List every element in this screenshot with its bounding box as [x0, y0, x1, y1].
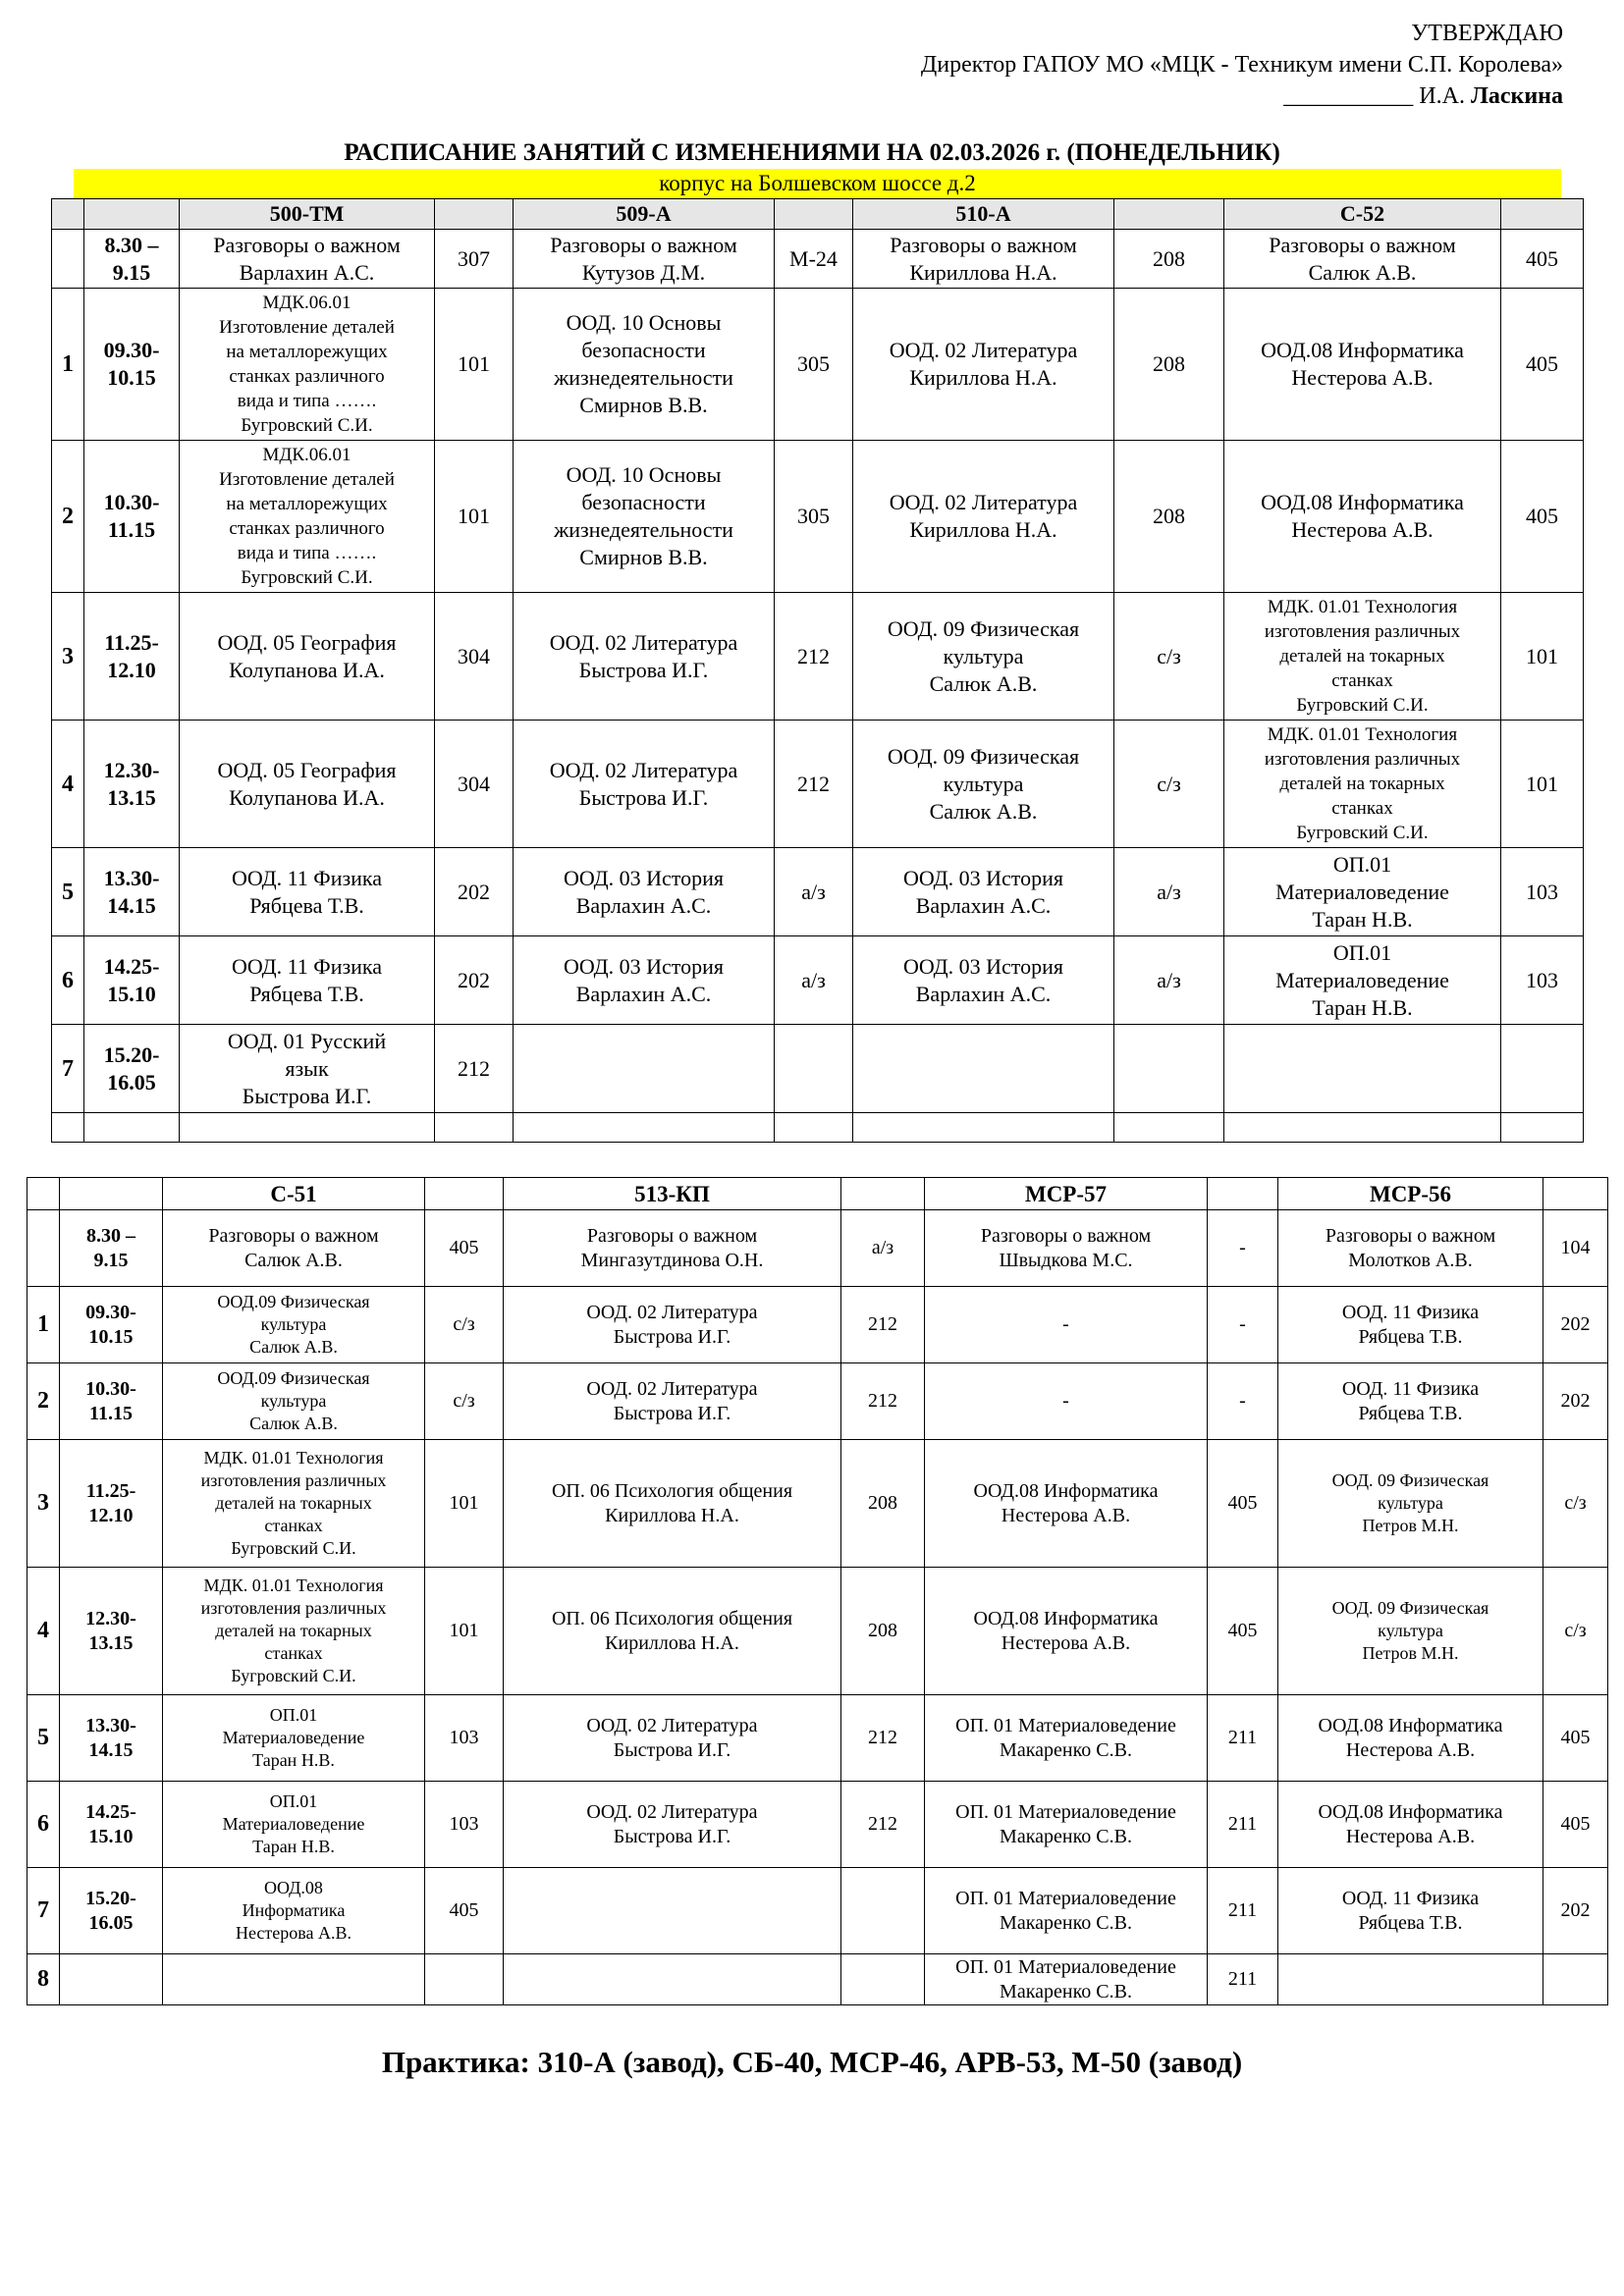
lesson-row [52, 230, 1584, 289]
subject-cell [1224, 1113, 1501, 1143]
subject-cell [504, 1954, 841, 2005]
lesson-number [52, 1113, 84, 1143]
subject-cell: ООД.08 Информатика Нестерова А.В. [925, 1440, 1208, 1568]
lesson-time: 11.25- 12.10 [60, 1440, 163, 1568]
room-cell: 405 [425, 1868, 504, 1954]
subject-cell: ООД. 05 География Колупанова И.А. [180, 593, 435, 721]
subject-cell: ООД.08 Информатика Нестерова А.В. [1224, 441, 1501, 593]
room-cell [775, 1113, 853, 1143]
lesson-time [60, 1954, 163, 2005]
building-banner: корпус на Болшевском шоссе д.2 [74, 169, 1561, 198]
room-cell: 208 [1114, 441, 1224, 593]
room-cell: а/з [841, 1210, 925, 1287]
header-empty-cell [27, 1178, 60, 1210]
subject-cell: ОП.01 Материаловедение Таран Н.В. [1224, 848, 1501, 936]
subject-cell: ОП. 01 Материаловедение Макаренко С.В. [925, 1954, 1208, 2005]
group-name: МСР-57 [925, 1178, 1208, 1210]
lesson-row [27, 1868, 1608, 1954]
room-cell: с/з [1114, 721, 1224, 848]
subject-cell: ООД. 02 Литература Быстрова И.Г. [514, 721, 775, 848]
subject-cell: ООД. 11 Физика Рябцева Т.В. [180, 936, 435, 1025]
room-cell: 208 [1114, 230, 1224, 289]
subject-cell: ООД. 02 Литература Кириллова Н.А. [853, 289, 1114, 441]
lesson-time: 13.30- 14.15 [60, 1695, 163, 1782]
lesson-time: 14.25- 15.10 [60, 1782, 163, 1868]
room-cell: 305 [775, 441, 853, 593]
room-cell: 104 [1543, 1210, 1608, 1287]
room-cell: 211 [1208, 1954, 1278, 2005]
subject-cell: ОП.01 Материаловедение Таран Н.В. [163, 1782, 425, 1868]
lesson-row [27, 1210, 1608, 1287]
lesson-number: 6 [52, 936, 84, 1025]
room-header-cell [435, 199, 514, 230]
lesson-number: 5 [52, 848, 84, 936]
subject-cell: МДК. 01.01 Технология изготовления различных деталей на токарных станках Бугровский С.И. [1224, 721, 1501, 848]
subject-cell: Разговоры о важном Салюк А.В. [1224, 230, 1501, 289]
group-header-row [27, 1178, 1608, 1210]
room-header-cell [1114, 199, 1224, 230]
subject-cell: ООД.08 Информатика Нестерова А.В. [163, 1868, 425, 1954]
room-cell: 212 [841, 1782, 925, 1868]
lesson-time: 14.25- 15.10 [84, 936, 180, 1025]
lesson-time: 09.30- 10.15 [60, 1287, 163, 1363]
room-cell [435, 1113, 514, 1143]
lesson-time: 10.30- 11.15 [60, 1363, 163, 1440]
room-header-cell [1501, 199, 1584, 230]
room-cell: 202 [1543, 1868, 1608, 1954]
room-cell [775, 1025, 853, 1113]
subject-cell: ООД.08 Информатика Нестерова А.В. [1278, 1782, 1543, 1868]
subject-cell [1278, 1954, 1543, 2005]
lesson-number [52, 230, 84, 289]
subject-cell: Разговоры о важном Варлахин А.С. [180, 230, 435, 289]
room-cell: а/з [775, 936, 853, 1025]
room-cell: 101 [425, 1440, 504, 1568]
lesson-number: 7 [52, 1025, 84, 1113]
subject-cell: ООД. 11 Физика Рябцева Т.В. [1278, 1363, 1543, 1440]
subject-cell: ООД. 11 Физика Рябцева Т.В. [1278, 1868, 1543, 1954]
subject-cell: Разговоры о важном Швыдкова М.С. [925, 1210, 1208, 1287]
room-cell: 103 [1501, 936, 1584, 1025]
subject-cell: МДК.06.01 Изготовление деталей на металлорежущих станках различного вида и типа ……. Бугровский С.И. [180, 441, 435, 593]
subject-cell: ООД. 03 История Варлахин А.С. [514, 936, 775, 1025]
lesson-time [84, 1113, 180, 1143]
subject-cell: ООД. 01 Русский язык Быстрова И.Г. [180, 1025, 435, 1113]
room-cell: 208 [1114, 289, 1224, 441]
room-cell [1501, 1113, 1584, 1143]
room-cell: с/з [1543, 1568, 1608, 1695]
subject-cell: Разговоры о важном Салюк А.В. [163, 1210, 425, 1287]
lesson-time: 12.30- 13.15 [84, 721, 180, 848]
room-header-cell [775, 199, 853, 230]
subject-cell: ОП. 01 Материаловедение Макаренко С.В. [925, 1695, 1208, 1782]
lesson-row [52, 848, 1584, 936]
subject-cell: ООД. 11 Физика Рябцева Т.В. [1278, 1287, 1543, 1363]
room-cell: с/з [425, 1363, 504, 1440]
lesson-row [52, 441, 1584, 593]
schedule-table-2 [27, 1177, 1608, 2005]
room-cell: 212 [841, 1287, 925, 1363]
room-header-cell [841, 1178, 925, 1210]
subject-cell: ООД. 02 Литература Быстрова И.Г. [514, 593, 775, 721]
lesson-number [27, 1210, 60, 1287]
subject-cell: ОП.01 Материаловедение Таран Н.В. [1224, 936, 1501, 1025]
room-cell: 405 [1501, 230, 1584, 289]
signature-row [921, 80, 1563, 112]
subject-cell: ООД. 05 География Колупанова И.А. [180, 721, 435, 848]
group-name: 513-КП [504, 1178, 841, 1210]
signature-initials: _ И.А. [1401, 83, 1465, 109]
room-cell: 211 [1208, 1695, 1278, 1782]
subject-cell: ООД. 02 Литература Быстрова И.Г. [504, 1287, 841, 1363]
room-cell: 101 [1501, 721, 1584, 848]
room-cell: с/з [1543, 1440, 1608, 1568]
lesson-row [52, 1025, 1584, 1113]
room-cell: 212 [435, 1025, 514, 1113]
room-cell: 103 [425, 1782, 504, 1868]
subject-cell [853, 1113, 1114, 1143]
room-cell: 211 [1208, 1868, 1278, 1954]
lesson-row [52, 936, 1584, 1025]
subject-cell: ООД.08 Информатика Нестерова А.В. [1278, 1695, 1543, 1782]
room-cell: 304 [435, 721, 514, 848]
subject-cell: Разговоры о важном Кириллова Н.А. [853, 230, 1114, 289]
room-cell: - [1208, 1287, 1278, 1363]
subject-cell: МДК. 01.01 Технология изготовления различных деталей на токарных станках Бугровский С.И. [163, 1568, 425, 1695]
room-cell [1543, 1954, 1608, 2005]
approve-label: УТВЕРЖДАЮ [1411, 21, 1563, 46]
subject-cell: МДК.06.01 Изготовление деталей на металлорежущих станках различного вида и типа ……. Бугровский С.И. [180, 289, 435, 441]
lesson-time: 10.30- 11.15 [84, 441, 180, 593]
lesson-row [27, 1568, 1608, 1695]
group-name: С-52 [1224, 199, 1501, 230]
subject-cell: ОП. 01 Материаловедение Макаренко С.В. [925, 1868, 1208, 1954]
room-cell: а/з [1114, 848, 1224, 936]
subject-cell: Разговоры о важном Кутузов Д.М. [514, 230, 775, 289]
group-header-row [52, 199, 1584, 230]
subject-cell: - [925, 1363, 1208, 1440]
room-cell [841, 1868, 925, 1954]
subject-cell: Разговоры о важном Мингазутдинова О.Н. [504, 1210, 841, 1287]
room-cell: 212 [775, 593, 853, 721]
lesson-number: 1 [27, 1287, 60, 1363]
room-cell: 212 [841, 1363, 925, 1440]
lesson-time: 13.30- 14.15 [84, 848, 180, 936]
subject-cell: ООД. 09 Физическая культура Салюк А.В. [853, 593, 1114, 721]
room-cell: 405 [1208, 1568, 1278, 1695]
group-name: 510-А [853, 199, 1114, 230]
room-cell: а/з [1114, 936, 1224, 1025]
room-cell: 405 [1543, 1695, 1608, 1782]
lesson-row [52, 593, 1584, 721]
subject-cell: МДК. 01.01 Технология изготовления различных деталей на токарных станках Бугровский С.И. [1224, 593, 1501, 721]
header-empty-cell [84, 199, 180, 230]
room-cell [425, 1954, 504, 2005]
subject-cell: ООД. 10 Основы безопасности жизнедеятельности Смирнов В.В. [514, 441, 775, 593]
lesson-number: 1 [52, 289, 84, 441]
lesson-number: 7 [27, 1868, 60, 1954]
lesson-number: 8 [27, 1954, 60, 2005]
header-empty-cell [52, 199, 84, 230]
approval-block [921, 18, 1563, 112]
practice-note: Практика: 310-А (завод), СБ-40, МСР-46, АРВ-53, М-50 (завод) [381, 2045, 1243, 2079]
subject-cell [1224, 1025, 1501, 1113]
lesson-row [27, 1363, 1608, 1440]
lesson-time: 8.30 – 9.15 [84, 230, 180, 289]
room-cell: 103 [425, 1695, 504, 1782]
room-cell [1114, 1025, 1224, 1113]
lesson-row [52, 1113, 1584, 1143]
header-empty-cell [60, 1178, 163, 1210]
lesson-row [27, 1782, 1608, 1868]
subject-cell: ООД. 03 История Варлахин А.С. [514, 848, 775, 936]
subject-cell: Разговоры о важном Молотков А.В. [1278, 1210, 1543, 1287]
lesson-row [52, 289, 1584, 441]
schedule-title: РАСПИСАНИЕ ЗАНЯТИЙ С ИЗМЕНЕНИЯМИ НА 02.03.2026 г. (ПОНЕДЕЛЬНИК) [344, 139, 1280, 166]
room-cell: 101 [425, 1568, 504, 1695]
lesson-number: 6 [27, 1782, 60, 1868]
room-cell: М-24 [775, 230, 853, 289]
room-cell: 101 [435, 289, 514, 441]
subject-cell: ОП. 06 Психология общения Кириллова Н.А. [504, 1568, 841, 1695]
subject-cell: ООД. 09 Физическая культура Петров М.Н. [1278, 1568, 1543, 1695]
lesson-time: 12.30- 13.15 [60, 1568, 163, 1695]
group-name: МСР-56 [1278, 1178, 1543, 1210]
room-cell: 101 [435, 441, 514, 593]
lesson-number: 2 [27, 1363, 60, 1440]
lesson-row [27, 1954, 1608, 2005]
room-cell: с/з [1114, 593, 1224, 721]
subject-cell: ОП. 01 Материаловедение Макаренко С.В. [925, 1782, 1208, 1868]
lesson-number: 4 [52, 721, 84, 848]
subject-cell: ООД.09 Физическая культура Салюк А.В. [163, 1287, 425, 1363]
subject-cell: ООД. 09 Физическая культура Петров М.Н. [1278, 1440, 1543, 1568]
room-cell: 202 [435, 848, 514, 936]
room-cell: 212 [841, 1695, 925, 1782]
lesson-number: 3 [27, 1440, 60, 1568]
subject-cell: - [925, 1287, 1208, 1363]
room-cell: 211 [1208, 1782, 1278, 1868]
lesson-row [52, 721, 1584, 848]
subject-cell [514, 1025, 775, 1113]
room-cell: 208 [841, 1440, 925, 1568]
subject-cell: ООД.09 Физическая культура Салюк А.В. [163, 1363, 425, 1440]
subject-cell: ООД. 03 История Варлахин А.С. [853, 936, 1114, 1025]
subject-cell: ООД. 02 Литература Быстрова И.Г. [504, 1695, 841, 1782]
lesson-number: 3 [52, 593, 84, 721]
room-cell: 304 [435, 593, 514, 721]
room-cell [841, 1954, 925, 2005]
room-header-cell [425, 1178, 504, 1210]
subject-cell: ООД. 03 История Варлахин А.С. [853, 848, 1114, 936]
subject-cell [853, 1025, 1114, 1113]
lesson-number: 4 [27, 1568, 60, 1695]
lesson-number: 5 [27, 1695, 60, 1782]
subject-cell: ООД. 02 Литература Быстрова И.Г. [504, 1782, 841, 1868]
subject-cell [504, 1868, 841, 1954]
room-cell: 405 [1501, 289, 1584, 441]
subject-cell: ООД.08 Информатика Нестерова А.В. [925, 1568, 1208, 1695]
lesson-row [27, 1440, 1608, 1568]
subject-cell: ООД.08 Информатика Нестерова А.В. [1224, 289, 1501, 441]
subject-cell [180, 1113, 435, 1143]
room-header-cell [1543, 1178, 1608, 1210]
signature-surname: Ласкина [1470, 83, 1563, 109]
room-cell: 208 [841, 1568, 925, 1695]
group-name: 500-ТМ [180, 199, 435, 230]
room-cell: 202 [1543, 1363, 1608, 1440]
room-cell: 101 [1501, 593, 1584, 721]
room-cell: 103 [1501, 848, 1584, 936]
schedule-table-1 [51, 198, 1584, 1143]
room-cell: 305 [775, 289, 853, 441]
lesson-time: 8.30 – 9.15 [60, 1210, 163, 1287]
room-header-cell [1208, 1178, 1278, 1210]
lesson-row [27, 1287, 1608, 1363]
lesson-time: 15.20- 16.05 [60, 1868, 163, 1954]
room-cell: 307 [435, 230, 514, 289]
lesson-number: 2 [52, 441, 84, 593]
room-cell: 405 [425, 1210, 504, 1287]
room-cell: а/з [775, 848, 853, 936]
signature-line: __________ [1283, 83, 1402, 109]
room-cell: 405 [1208, 1440, 1278, 1568]
room-cell [1501, 1025, 1584, 1113]
lesson-time: 11.25- 12.10 [84, 593, 180, 721]
subject-cell: ООД. 02 Литература Кириллова Н.А. [853, 441, 1114, 593]
subject-cell [163, 1954, 425, 2005]
room-cell: 405 [1501, 441, 1584, 593]
room-cell [1114, 1113, 1224, 1143]
director-line: Директор ГАПОУ МО «МЦК - Техникум имени С.П. Королева» [920, 52, 1563, 78]
room-cell: - [1208, 1363, 1278, 1440]
subject-cell: ОП.01 Материаловедение Таран Н.В. [163, 1695, 425, 1782]
subject-cell: ООД. 11 Физика Рябцева Т.В. [180, 848, 435, 936]
subject-cell: МДК. 01.01 Технология изготовления различных деталей на токарных станках Бугровский С.И. [163, 1440, 425, 1568]
room-cell: - [1208, 1210, 1278, 1287]
subject-cell: ООД. 02 Литература Быстрова И.Г. [504, 1363, 841, 1440]
room-cell: 405 [1543, 1782, 1608, 1868]
subject-cell [514, 1113, 775, 1143]
group-name: С-51 [163, 1178, 425, 1210]
room-cell: 212 [775, 721, 853, 848]
subject-cell: ООД. 10 Основы безопасности жизнедеятельности Смирнов В.В. [514, 289, 775, 441]
lesson-time: 09.30- 10.15 [84, 289, 180, 441]
group-name: 509-А [514, 199, 775, 230]
subject-cell: ОП. 06 Психология общения Кириллова Н.А. [504, 1440, 841, 1568]
room-cell: с/з [425, 1287, 504, 1363]
room-cell: 202 [1543, 1287, 1608, 1363]
room-cell: 202 [435, 936, 514, 1025]
lesson-row [27, 1695, 1608, 1782]
subject-cell: ООД. 09 Физическая культура Салюк А.В. [853, 721, 1114, 848]
lesson-time: 15.20- 16.05 [84, 1025, 180, 1113]
